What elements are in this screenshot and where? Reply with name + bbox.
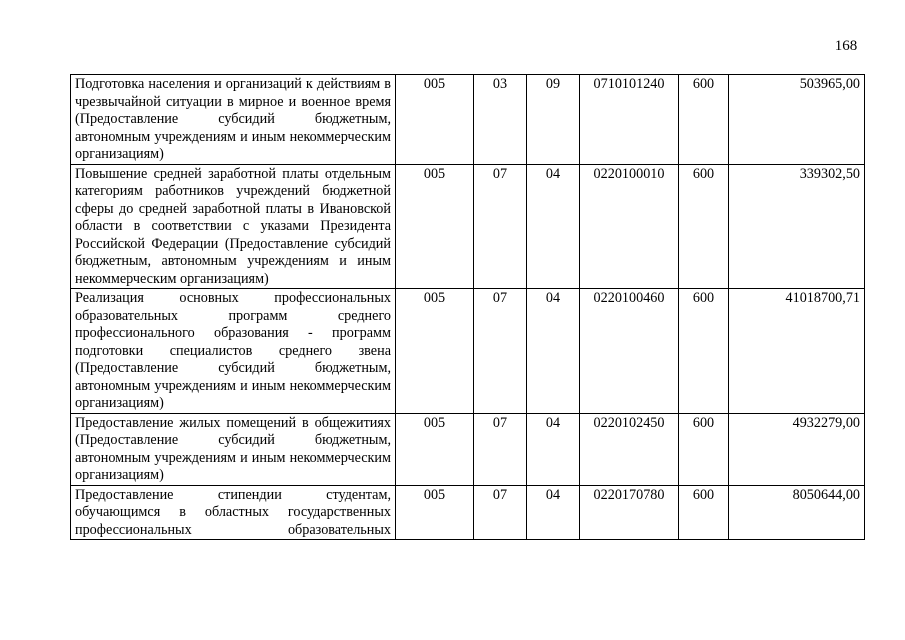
subsection-code: 04 (527, 164, 580, 289)
table-row (71, 485, 865, 540)
table-row (71, 75, 865, 165)
expense-type-code: 600 (679, 164, 729, 289)
table-row (71, 289, 865, 414)
ministry-code: 005 (396, 164, 474, 289)
amount: 339302,50 (729, 164, 865, 289)
row-description: Повышение средней заработной платы отдельным категориям работников учреждений бюджетной сферы до средней заработной платы в Ивановской области в соответствии с указами Президента Российской Федерации (Предоставление субсидий бюджетным, автономным учреждениям и иным некоммерческим организациям) (71, 164, 396, 289)
expense-type-code: 600 (679, 485, 729, 540)
subsection-code: 04 (527, 485, 580, 540)
row-description: Предоставление стипендии студентам, обучающимся в областных государственных профессиональных образовательных (71, 485, 396, 540)
section-code: 07 (474, 413, 527, 485)
expense-type-code: 600 (679, 289, 729, 414)
row-description: Реализация основных профессиональных образовательных программ среднего профессионального образования - программ подготовки специалистов среднего звена (Предоставление субсидий бюджетным, автономным учреждениям и иным некоммерческим организациям) (71, 289, 396, 414)
table-row (71, 413, 865, 485)
expense-type-code: 600 (679, 75, 729, 165)
section-code: 07 (474, 485, 527, 540)
section-code: 03 (474, 75, 527, 165)
subsection-code: 09 (527, 75, 580, 165)
ministry-code: 005 (396, 75, 474, 165)
amount: 4932279,00 (729, 413, 865, 485)
table-row (71, 164, 865, 289)
amount: 41018700,71 (729, 289, 865, 414)
subsection-code: 04 (527, 413, 580, 485)
ministry-code: 005 (396, 485, 474, 540)
subsection-code: 04 (527, 289, 580, 414)
row-description: Подготовка населения и организаций к действиям в чрезвычайной ситуации в мирное и военное время (Предоставление субсидий бюджетным, автономным учреждениям и иным некоммерческим организациям) (71, 75, 396, 165)
ministry-code: 005 (396, 413, 474, 485)
target-article-code: 0220170780 (580, 485, 679, 540)
expense-type-code: 600 (679, 413, 729, 485)
page-number: 168 (834, 38, 858, 54)
target-article-code: 0220100010 (580, 164, 679, 289)
budget-table (70, 74, 865, 540)
section-code: 07 (474, 164, 527, 289)
target-article-code: 0220100460 (580, 289, 679, 414)
section-code: 07 (474, 289, 527, 414)
target-article-code: 0710101240 (580, 75, 679, 165)
amount: 503965,00 (729, 75, 865, 165)
ministry-code: 005 (396, 289, 474, 414)
row-description: Предоставление жилых помещений в общежитиях (Предоставление субсидий бюджетным, автономным учреждениям и иным некоммерческим организациям) (71, 413, 396, 485)
amount: 8050644,00 (729, 485, 865, 540)
target-article-code: 0220102450 (580, 413, 679, 485)
